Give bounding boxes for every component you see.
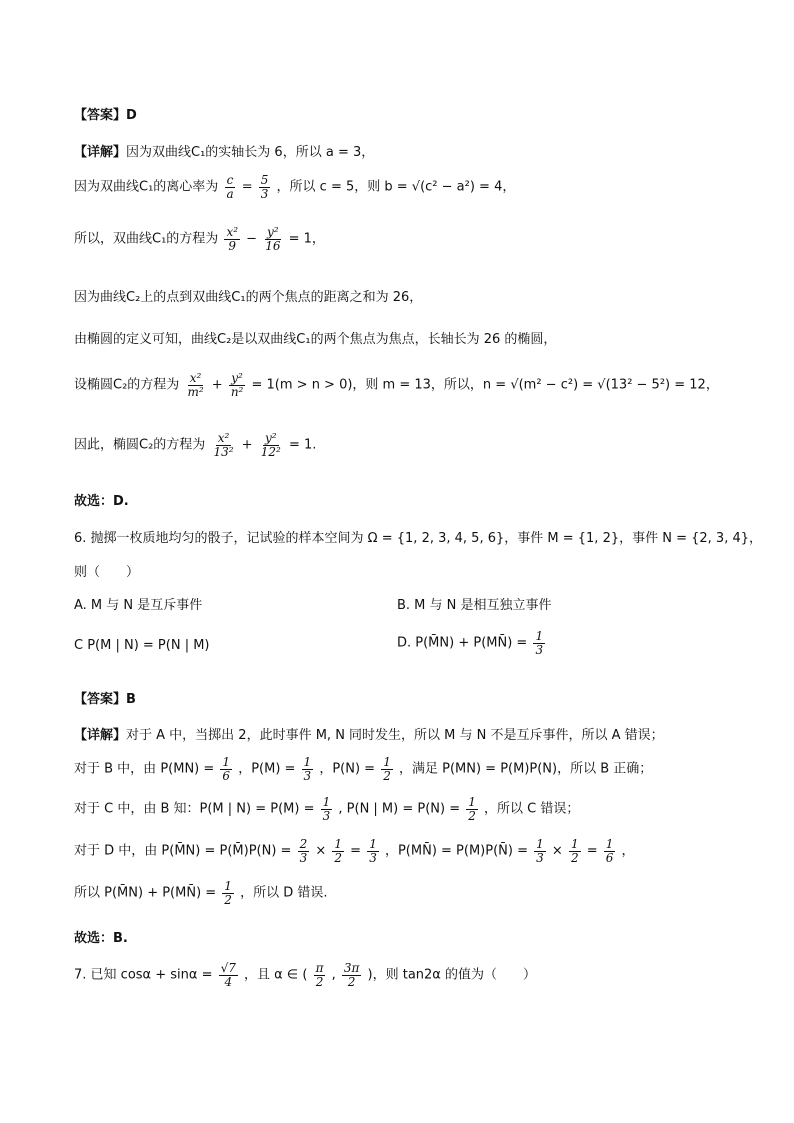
text: ，所以 c = 5，则 b = √(c² − a²) = 4，	[276, 179, 516, 195]
fraction	[224, 174, 235, 200]
numerator: c	[226, 173, 234, 187]
fraction	[533, 630, 545, 656]
denominator: m²	[187, 384, 204, 399]
text: 因此，椭圆C₂的方程为	[74, 437, 206, 453]
denominator: 3	[322, 808, 331, 823]
answer-value: B	[126, 692, 136, 707]
text: 因为曲线C₂上的点到双曲线C₁的两个焦点的距离之和为 26，	[74, 290, 423, 305]
text: 对于 B 中，由 P(MN) =	[74, 761, 219, 777]
text: = 1.	[288, 437, 317, 453]
text: ,	[331, 967, 340, 983]
fraction	[298, 838, 310, 864]
denominator: 4	[224, 974, 233, 989]
fraction	[229, 372, 246, 398]
text: 因为双曲线C₁的离心率为	[74, 179, 219, 195]
denominator: 2	[334, 850, 343, 865]
numerator: x²	[226, 225, 239, 239]
text: 对于 C 中，由 B 知：P(M | N) = P(M) =	[74, 801, 319, 817]
q5-detail-line-3	[74, 226, 325, 252]
operator: ×	[315, 843, 331, 859]
denominator: 2	[383, 768, 391, 783]
fraction	[222, 880, 234, 906]
denominator: 3	[260, 186, 269, 201]
numerator: 3π	[343, 961, 360, 975]
answer-label: 【答案】	[74, 108, 127, 123]
denominator: 2	[468, 808, 476, 823]
fraction	[224, 226, 240, 252]
numerator: 1	[224, 879, 232, 893]
numerator: 2	[299, 837, 308, 851]
denominator: 3	[536, 850, 544, 865]
operator: ×	[551, 843, 567, 859]
denominator: 2	[570, 850, 579, 865]
numerator: y²	[264, 431, 277, 445]
q6-detail-line-5	[74, 880, 328, 906]
text: B. M 与 N 是相互独立事件	[397, 598, 552, 613]
denominator: 2	[315, 974, 324, 989]
text: ，P(N) =	[319, 761, 380, 777]
text: D. P(M̄N) + P(MN̄) =	[397, 635, 532, 651]
denominator: 3	[535, 642, 544, 657]
text: = 1(m > n > 0)，则 m = 13，所以，n = √(m² − c²) = √(13² − 5²) = 12，	[251, 377, 719, 393]
text: 则（ ）	[74, 565, 140, 580]
text: 故选：B.	[74, 931, 128, 946]
q6-detail-line-4	[74, 838, 635, 864]
denominator: 6	[222, 768, 231, 783]
fraction	[367, 838, 379, 864]
numerator: 1	[535, 629, 544, 643]
q5-detail-line-4	[74, 286, 422, 305]
detail-label: 【详解】	[74, 145, 127, 160]
q6-detail-line-1	[74, 724, 664, 743]
text: 6. 抛掷一枚质地均匀的骰子，记试验的样本空间为 Ω = {1, 2, 3, 4, 5, 6}，事件 M = {1, 2}，事件 N = {2, 3, 4}，	[74, 531, 763, 546]
text: 由椭圆的定义可知，曲线C₂是以双曲线C₁的两个焦点为焦点，长轴长为 26 的椭圆，	[74, 332, 557, 347]
text: 所以，双曲线C₁的方程为	[74, 231, 219, 247]
fraction	[259, 174, 271, 200]
text: C P(M | N) = P(N | M)	[74, 638, 210, 653]
fraction	[321, 796, 333, 822]
denominator: 3	[303, 768, 312, 783]
text: ，且 α ∈ (	[244, 967, 308, 983]
fraction	[569, 838, 581, 864]
denominator: 12²	[260, 444, 281, 459]
denominator: 9	[228, 238, 237, 253]
fraction	[534, 838, 546, 864]
denominator: 2	[347, 974, 356, 989]
fraction	[604, 838, 616, 864]
detail-label: 【详解】	[74, 728, 127, 743]
numerator: 1	[570, 837, 579, 851]
fraction	[219, 962, 238, 988]
q5-answer-line	[74, 104, 137, 123]
operator: =	[241, 179, 257, 195]
numerator: 1	[383, 755, 391, 769]
q5-detail-line-1	[74, 141, 374, 160]
text: )，则 tan2α 的值为（ ）	[367, 967, 537, 983]
q6-detail-line-3	[74, 796, 579, 822]
q6-choose	[74, 927, 128, 946]
text: 7. 已知 cosα + sinα =	[74, 967, 217, 983]
fraction	[332, 838, 344, 864]
numerator: 1	[468, 795, 476, 809]
text: 对于 D 中，由 P(M̄N) = P(M̄)P(N) =	[74, 843, 296, 859]
numerator: 1	[322, 795, 331, 809]
q5-detail-line-6	[74, 372, 719, 398]
numerator: 1	[334, 837, 343, 851]
q6-stem-line-2	[74, 561, 139, 580]
q7-stem	[74, 962, 536, 988]
numerator: 1	[222, 755, 231, 769]
text: , P(N | M) = P(N) =	[338, 801, 465, 817]
q6-option-b	[397, 594, 552, 613]
numerator: x²	[189, 371, 202, 385]
text: ，P(M) =	[238, 761, 300, 777]
denominator: 13²	[213, 444, 234, 459]
numerator: y²	[267, 225, 279, 239]
text: 对于 A 中，当掷出 2，此时事件 M, N 同时发生，所以 M 与 N 不是互斥事件，所以 A 错误；	[126, 728, 664, 743]
answer-value: D	[126, 108, 137, 123]
fraction	[302, 756, 314, 782]
text: ，所以 C 错误；	[484, 801, 580, 817]
numerator: 1	[303, 755, 312, 769]
fraction	[220, 756, 232, 782]
numerator: √7	[220, 961, 236, 975]
fraction	[381, 756, 393, 782]
denominator: 2	[224, 892, 232, 907]
fraction	[259, 432, 283, 458]
q6-option-d	[397, 630, 547, 656]
q6-option-c	[74, 638, 210, 653]
text: ，所以 D 错误.	[240, 885, 328, 901]
text: A. M 与 N 是互斥事件	[74, 598, 203, 613]
operator: =	[350, 843, 366, 859]
numerator: y²	[231, 371, 243, 385]
denominator: 6	[605, 850, 614, 865]
q6-stem-line-1	[74, 527, 762, 546]
numerator: 5	[260, 173, 269, 187]
q5-detail-line-7	[74, 432, 316, 458]
operator: =	[586, 843, 602, 859]
text: 故选：D.	[74, 494, 129, 509]
fraction	[263, 226, 282, 252]
fraction	[466, 796, 478, 822]
denominator: 3	[369, 850, 377, 865]
numerator: 1	[536, 837, 544, 851]
q6-answer-line	[74, 688, 136, 707]
operator: +	[241, 437, 257, 453]
q6-option-a	[74, 594, 202, 613]
numerator: 1	[369, 837, 377, 851]
numerator: x²	[217, 431, 230, 445]
text: = 1，	[288, 231, 325, 247]
q5-choose	[74, 490, 129, 509]
operator: +	[211, 377, 227, 393]
fraction	[185, 372, 205, 398]
operator: −	[246, 231, 262, 247]
text: 所以 P(M̄N) + P(MN̄) =	[74, 885, 221, 901]
numerator: π	[315, 961, 324, 975]
text: 设椭圆C₂的方程为	[74, 377, 180, 393]
fraction	[211, 432, 235, 458]
fraction	[342, 962, 362, 988]
answer-label: 【答案】	[74, 692, 127, 707]
q5-detail-line-5	[74, 328, 556, 347]
text: ，	[621, 843, 635, 859]
fraction	[314, 962, 326, 988]
text: ，P(MN̄) = P(M)P(N̄) =	[384, 843, 533, 859]
denominator: 3	[299, 850, 308, 865]
q6-detail-line-2	[74, 756, 652, 782]
q5-detail-line-2	[74, 174, 515, 200]
numerator: 1	[605, 837, 614, 851]
text: ，满足 P(MN) = P(M)P(N)，所以 B 正确；	[398, 761, 653, 777]
denominator: n²	[230, 384, 244, 399]
detail-text: 因为双曲线C₁的实轴长为 6，所以 a = 3，	[126, 145, 375, 160]
denominator: 16	[265, 238, 281, 253]
denominator: a	[226, 186, 234, 201]
